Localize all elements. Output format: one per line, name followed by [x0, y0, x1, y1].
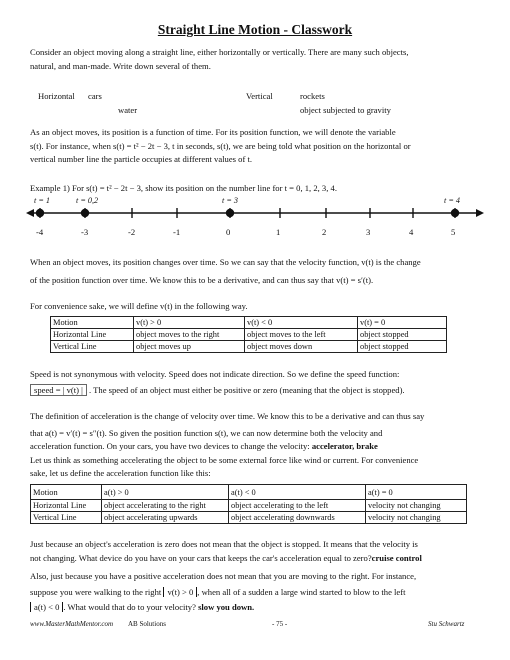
footer-page-number: - 75 -: [272, 620, 288, 628]
point-label: t = 3: [222, 196, 238, 205]
tick-labels: [26, 227, 486, 241]
table-cell: object moves to the left: [245, 329, 358, 341]
tick-label: -4: [36, 227, 44, 237]
table-cell: Vertical Line: [31, 512, 102, 524]
point-label: t = 1: [34, 196, 50, 205]
table-cell: object stopped: [358, 341, 447, 353]
examples-list: [0, 90, 510, 120]
horizontal-item: water: [118, 105, 138, 115]
table-header-row: [31, 485, 467, 500]
accel-line: [30, 440, 424, 454]
table-cell: object moves to the right: [134, 329, 245, 341]
table-header-cell: v(t) > 0: [134, 317, 245, 329]
footer-section: AB Solutions: [128, 620, 166, 628]
table-header-cell: a(t) > 0: [102, 485, 229, 500]
footer-website: www.MasterMathMentor.com: [30, 620, 114, 628]
velocity-line: of the position function over time. We know this to be a derivative, and can thus say that v(t) = s′(t).: [30, 274, 374, 285]
table-row: [31, 512, 467, 524]
table-header-cell: a(t) = 0: [366, 485, 467, 500]
accel-line: Let us think as something accelerating the object to be some external force like wind or current. For convenience: [30, 454, 419, 465]
plotted-point: [36, 209, 44, 217]
footer-author: Stu Schwartz: [428, 620, 465, 628]
pos-accel-answer: slow you down.: [198, 602, 255, 612]
pos-accel-line: [30, 601, 416, 615]
point-labels: [26, 196, 486, 208]
table-cell: object accelerating to the right: [102, 500, 229, 512]
tick-label: 2: [322, 227, 327, 237]
positive-acceleration-paragraph: [30, 570, 416, 615]
intro-line: natural, and man-made. Write down several of them.: [30, 60, 211, 71]
plotted-point: [226, 209, 234, 217]
table-row: [31, 500, 467, 512]
example-1-prompt: Example 1) For s(t) = t² − 2t − 3, show its position on the number line for t = 0, 1, 2, 3, 4.: [30, 183, 337, 193]
table-cell: Vertical Line: [51, 341, 134, 353]
speed-formula: speed = | v(t) |: [30, 384, 87, 396]
table-cell: Horizontal Line: [51, 329, 134, 341]
table-cell: Horizontal Line: [31, 500, 102, 512]
horizontal-item: cars: [88, 91, 102, 101]
table-header-row: [51, 317, 447, 329]
tick-label: 5: [451, 227, 456, 237]
table-cell: object moves down: [245, 341, 358, 353]
vertical-item: object subjected to gravity: [300, 105, 391, 115]
pos-accel-line: Also, just because you have a positive acceleration does not mean that you are moving to the right. For instance,: [30, 571, 417, 581]
accel-line: sake, let us define the acceleration function like this:: [30, 468, 211, 478]
table-header-cell: Motion: [31, 485, 102, 500]
velocity-paragraph: [30, 256, 421, 287]
number-line: [26, 196, 486, 244]
speed-line: [30, 384, 405, 398]
right-arrow-icon: [476, 209, 484, 217]
velocity-table: [50, 316, 447, 353]
tick-label: -3: [81, 227, 89, 237]
point-label: t = 4: [444, 196, 460, 205]
tick-label: -2: [128, 227, 136, 237]
accel-line: that a(t) = v′(t) = s″(t). So given the position function s(t), we can now determine both the velocity and: [30, 427, 383, 438]
intro-paragraph: [30, 46, 409, 73]
point-label: t = 0,2: [76, 196, 99, 205]
table-cell: object accelerating upwards: [102, 512, 229, 524]
velocity-bracket: v(t) > 0: [163, 587, 197, 597]
position-line: s(t). For instance, when s(t) = t² − 2t − 3, t in seconds, s(t), we are being told what position on the horizontal or: [30, 140, 411, 151]
acceleration-bracket: a(t) < 0: [30, 602, 63, 612]
table-header-cell: Motion: [51, 317, 134, 329]
table-header-cell: v(t) < 0: [245, 317, 358, 329]
table-row: [51, 329, 447, 341]
pos-accel-text: , when all of a sudden a large wind started to blow to the left: [197, 586, 406, 597]
acceleration-paragraph: [30, 410, 424, 481]
left-arrow-icon: [26, 209, 34, 217]
vertical-item: rockets: [300, 91, 325, 101]
table-cell: velocity not changing: [366, 512, 467, 524]
zero-acceleration-paragraph: [30, 538, 422, 565]
pos-accel-text: . What would that do to your velocity?: [63, 602, 196, 612]
pos-accel-line: [30, 586, 416, 600]
plotted-point: [451, 209, 459, 217]
velocity-line: When an object moves, its position changes over time. So we can say that the velocity function, v(t) is the change: [30, 257, 421, 267]
table-cell: velocity not changing: [366, 500, 467, 512]
accel-answer: accelerator, brake: [311, 441, 378, 451]
tick-label: 0: [226, 227, 231, 237]
vertical-label: Vertical: [246, 91, 273, 101]
tick-label: 3: [366, 227, 371, 237]
accel-text: acceleration function. On your cars, you have two devices to change the velocity:: [30, 441, 312, 451]
zero-accel-text: not changing. What device do you have on your cars that keeps the car's acceleration equal to zero?: [30, 552, 372, 563]
table-header-cell: a(t) < 0: [229, 485, 366, 500]
plotted-point: [81, 209, 89, 217]
position-line: As an object moves, its position is a function of time. For its position function, we will denote the variable: [30, 127, 396, 137]
table-cell: object accelerating downwards: [229, 512, 366, 524]
acceleration-table: [30, 484, 467, 524]
zero-accel-line: Just because an object's acceleration is zero does not mean that the object is stopped. It means that the velocity is: [30, 539, 418, 549]
tick-label: 4: [409, 227, 414, 237]
tick-label: -1: [173, 227, 181, 237]
pos-accel-text: suppose you were walking to the right: [30, 586, 162, 597]
table-cell: object moves up: [134, 341, 245, 353]
zero-accel-line: [30, 552, 422, 566]
speed-line: Speed is not synonymous with velocity. Speed does not indicate direction. So we define the speed function:: [30, 369, 400, 379]
position-paragraph: [30, 126, 411, 167]
horizontal-label: Horizontal: [38, 91, 75, 101]
speed-text: . The speed of an object must either be positive or zero (meaning that the object is stopped).: [89, 384, 405, 395]
intro-line: Consider an object moving along a straight line, either horizontally or vertically. There are many such objects,: [30, 47, 409, 57]
table-header-cell: v(t) = 0: [358, 317, 447, 329]
speed-paragraph: [30, 368, 405, 397]
table-row: [51, 341, 447, 353]
position-line: vertical number line the particle occupies at different values of t.: [30, 154, 252, 164]
accel-line: The definition of acceleration is the change of velocity over time. We know this to be a derivative and can thus say: [30, 411, 425, 421]
footer: [0, 620, 510, 632]
zero-accel-answer: cruise control: [371, 552, 422, 563]
table-cell: object accelerating to the left: [229, 500, 366, 512]
page-title: Straight Line Motion - Classwork: [157, 22, 353, 37]
tick-label: 1: [276, 227, 281, 237]
table-cell: object stopped: [358, 329, 447, 341]
velocity-definition: For convenience sake, we will define v(t) in the following way.: [30, 301, 248, 311]
